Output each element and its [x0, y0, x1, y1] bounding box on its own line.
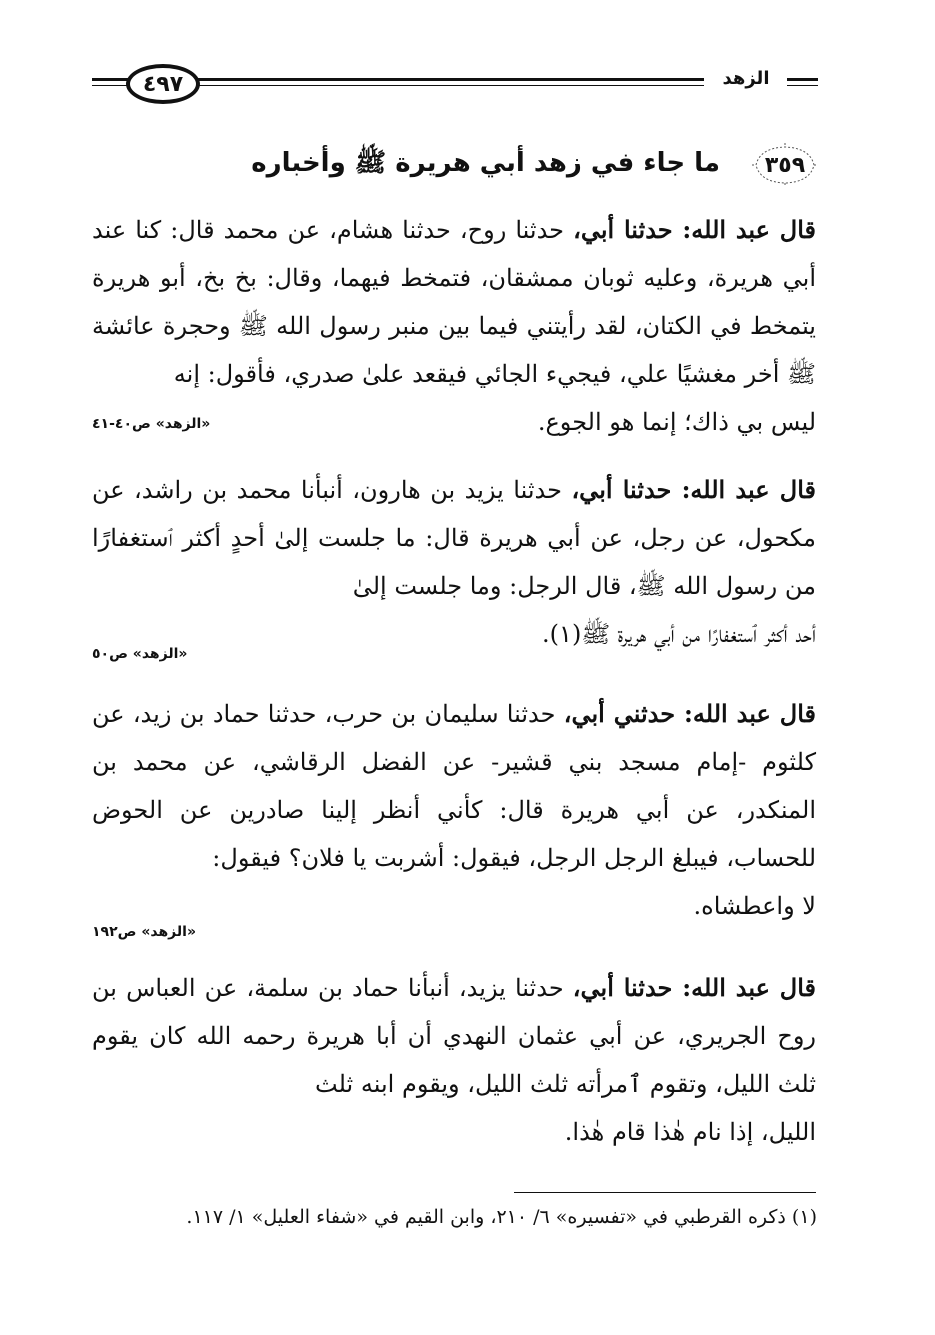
header-rule	[787, 78, 818, 81]
paragraph-lead: قال عبد الله: حدثنا أبي،	[573, 215, 816, 244]
section-title: ما جاء في زهد أبي هريرة ﷺ وأخباره	[251, 148, 720, 178]
hadith-paragraph	[92, 964, 816, 1156]
paragraph-last-line: أحد أكثر ٱستغفارًا من أبي هريرة ﷺ(١).	[542, 620, 816, 648]
paragraph-last-line: ليس بي ذاك؛ إنما هو الجوع.	[537, 408, 816, 436]
paragraph-text	[92, 690, 816, 882]
paragraph-last-line: لا واعطشاه.	[693, 892, 816, 920]
header-rule	[787, 85, 818, 86]
header-rule	[198, 85, 704, 86]
page-number-badge	[126, 64, 200, 104]
source-reference: «الزهد» ص١٩٢	[92, 924, 196, 940]
paragraph-lead: قال عبد الله: حدثني أبي،	[563, 699, 816, 728]
section-heading	[200, 138, 820, 192]
hadith-paragraph	[92, 466, 816, 668]
paragraph-lead: قال عبد الله: حدثنا أبي،	[572, 973, 816, 1002]
source-reference: «الزهد» ص٤٠-٤١	[92, 416, 211, 432]
paragraph-body: حدثنا يزيد، أنبأنا حماد بن سلمة، عن العباس بن روح الجريري، عن أبي عثمان النهدي أن أبا هريرة رحمه الله كان يقوم ثلث الليل، وتقوم ٱمرأته ثلث الليل، ويقوم ابنه ثلث	[92, 974, 816, 1098]
hadith-paragraph	[92, 690, 816, 946]
paragraph-body: حدثنا يزيد بن هارون، أنبأنا محمد بن راشد، عن مكحول، عن رجل، عن أبي هريرة قال: ما جلست إلىٰ أحدٍ أكثر ٱستغفارًا من رسول الله ﷺ، قال الرجل: وما جلست إلىٰ	[92, 476, 816, 600]
running-head: الزهد	[722, 68, 770, 89]
hadith-paragraph	[92, 206, 816, 446]
source-reference: «الزهد» ص٥٠	[92, 646, 188, 662]
section-number: ٣٥٩	[764, 152, 806, 178]
section-number-badge	[750, 142, 820, 188]
paragraph-text	[92, 964, 816, 1108]
page-header	[92, 62, 818, 108]
paragraph-last-line: الليل، إذا نام هٰذا قام هٰذا.	[564, 1118, 816, 1146]
paragraph-body: حدثنا روح، حدثنا هشام، عن محمد قال: كنا عند أبي هريرة، وعليه ثوبان ممشقان، فتمخط فيهما، وقال: بخ بخ، أبو هريرة يتمخط في الكتان، لقد رأيتني فيما بين منبر رسول الله ﷺ وحجرة عائشة ﷺ أخر مغشيًا علي، فيجيء الجائي فيقعد علىٰ صدري، فأقول: إنه	[92, 216, 816, 388]
page-number: ٤٩٧	[142, 71, 184, 97]
paragraph-body: حدثنا سليمان بن حرب، حدثنا حماد بن زيد، عن كلثوم -إمام مسجد بني قشير- عن الفضل الرقاشي، عن محمد بن المنكدر، عن أبي هريرة قال: كأني أنظر إلينا صادرين عن الحوض للحساب، فيبلغ الرجل الرجل، فيقول: أشربت يا فلان؟ فيقول:	[92, 700, 816, 872]
paragraph-text	[92, 206, 816, 398]
footnote-divider	[514, 1192, 816, 1193]
footnote: (١) ذكره القرطبي في «تفسيره» ٦/ ٢١٠، وابن القيم في «شفاء العليل» ١/ ١١٧.	[186, 1206, 817, 1228]
header-rule	[198, 78, 704, 81]
paragraph-lead: قال عبد الله: حدثنا أبي،	[571, 475, 816, 504]
paragraph-text	[92, 466, 816, 610]
